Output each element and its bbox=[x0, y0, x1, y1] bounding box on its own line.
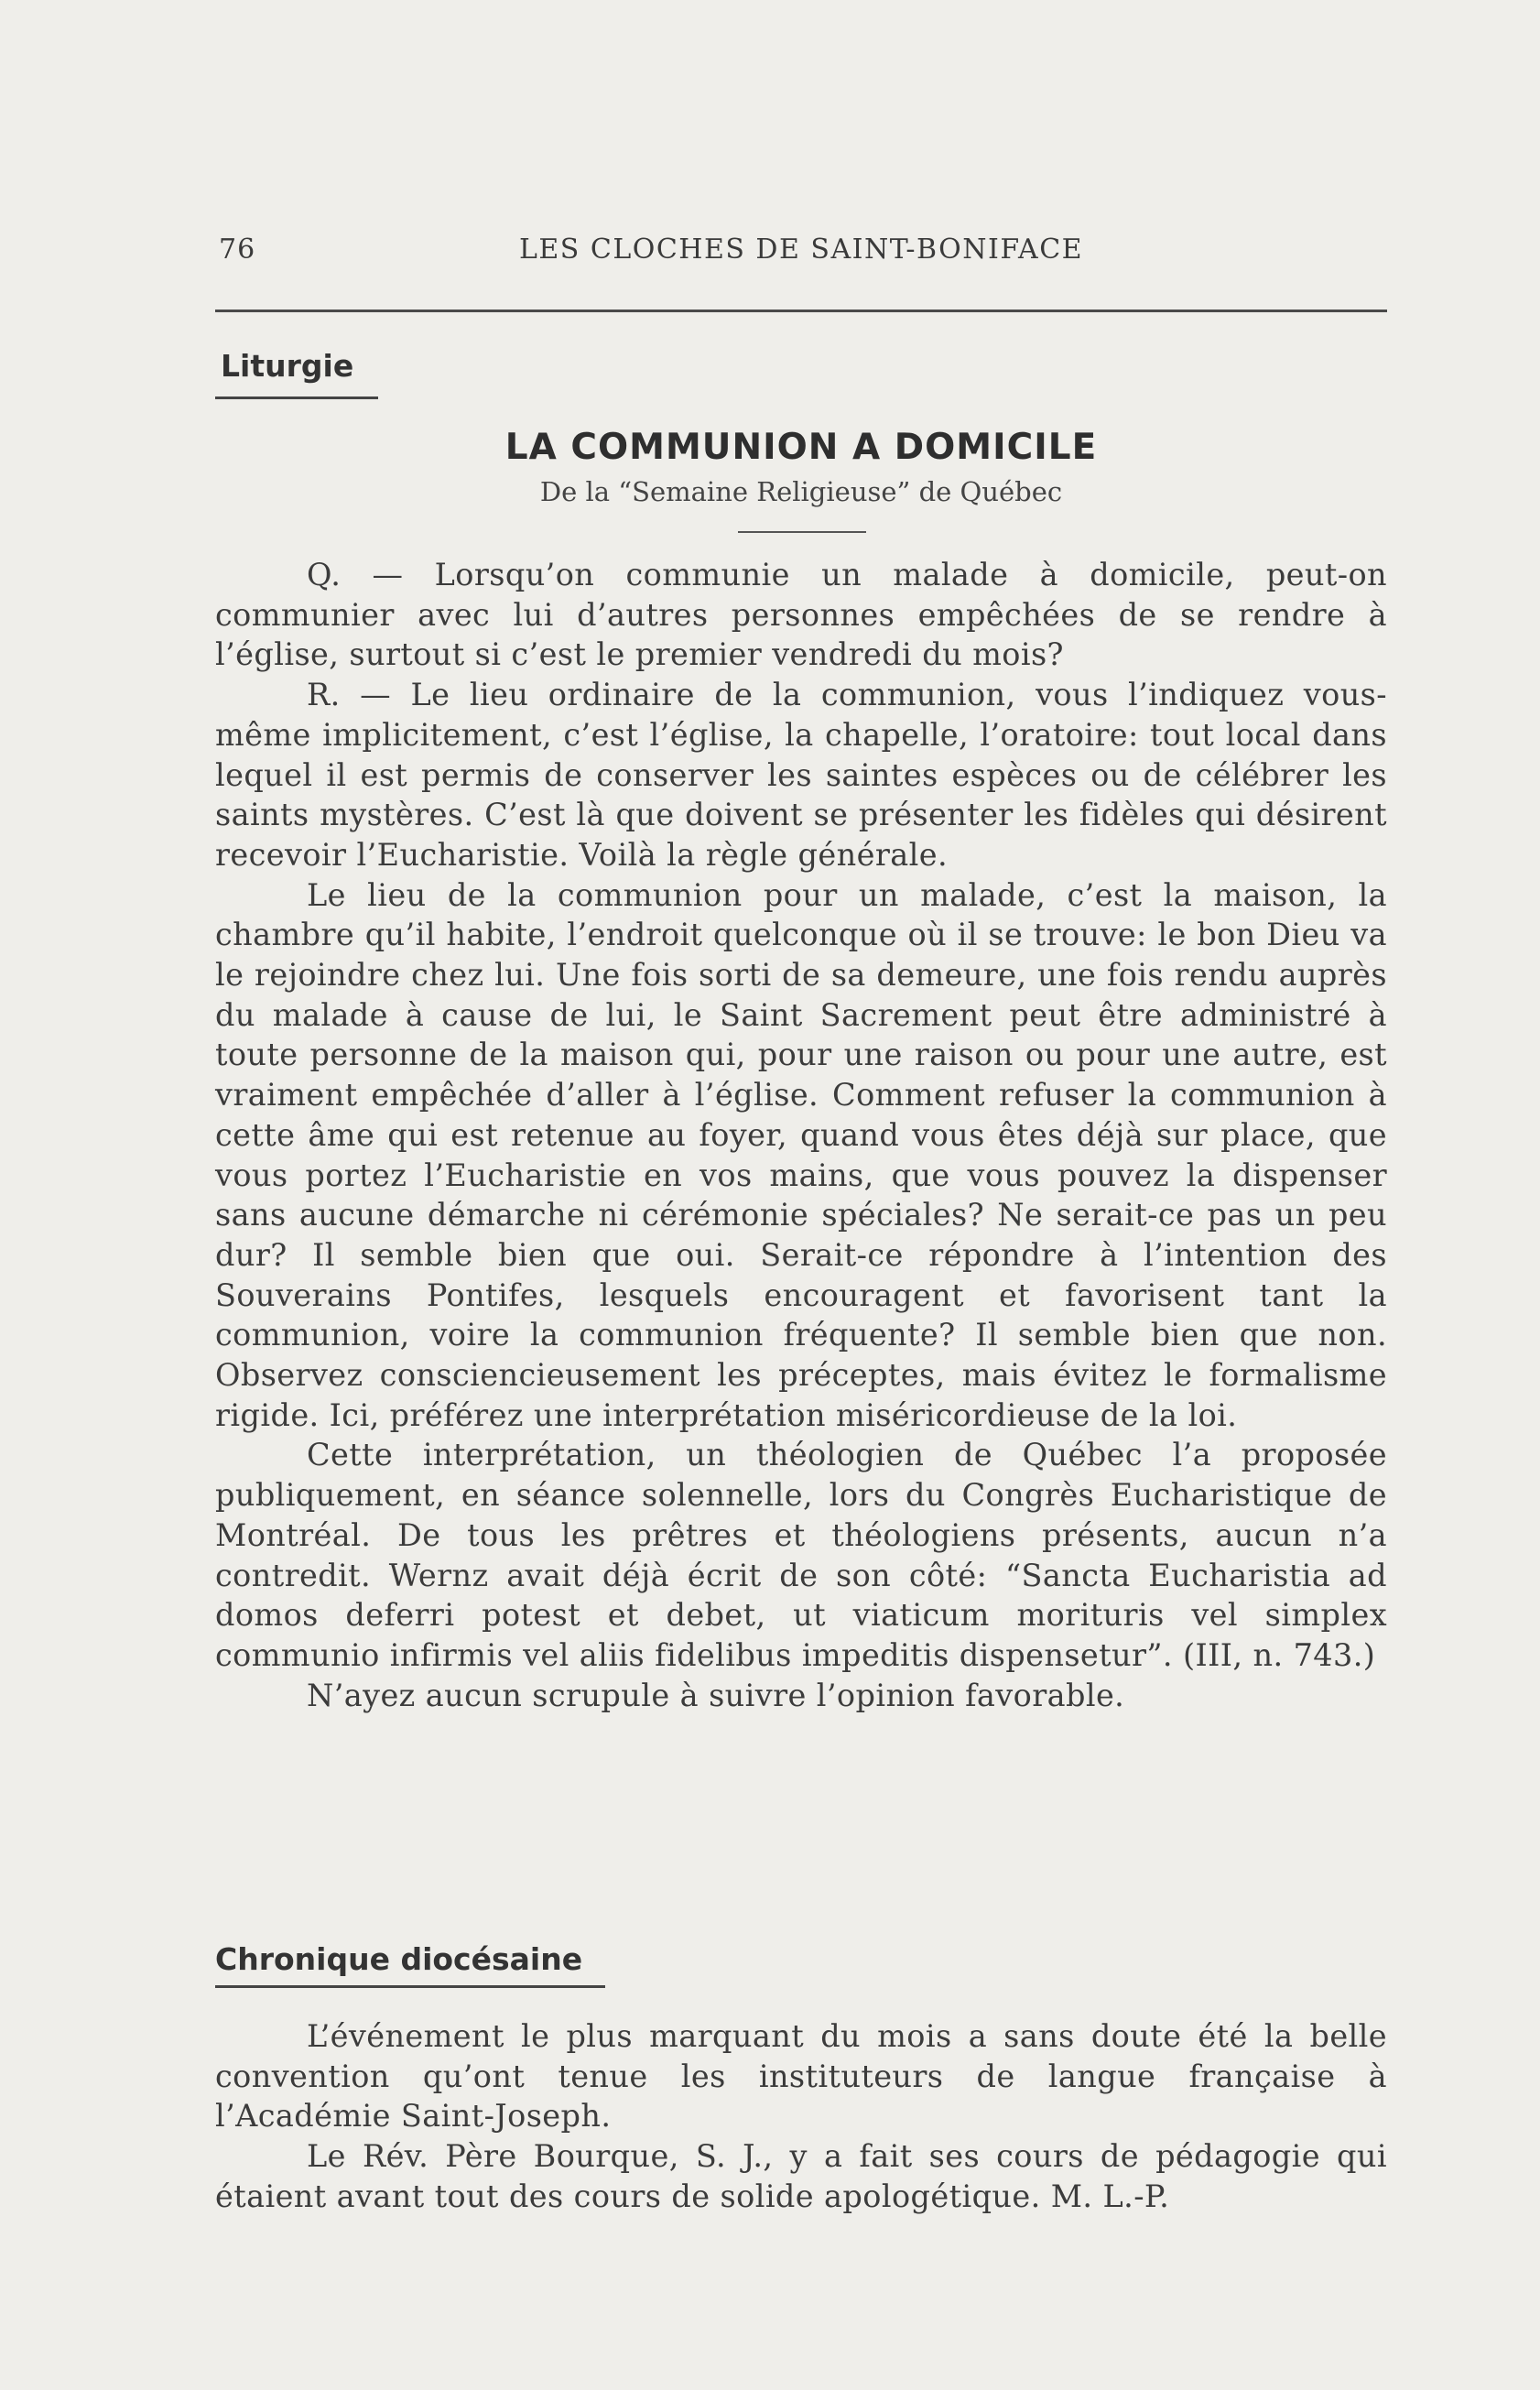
section-label-chronique: Chronique diocésaine bbox=[215, 1941, 583, 1977]
article-title: LA COMMUNION A DOMICILE bbox=[504, 427, 1098, 468]
page-number: 76 bbox=[219, 234, 256, 266]
chronique-body bbox=[215, 2016, 1387, 2217]
title-divider bbox=[738, 531, 866, 533]
paragraph-question: Q. — Lorsqu’on communie un malade à domicile, peut-on communier avec lui d’autres personnes empêchées de se rendre à l’église, surtout si c’est le premier vendredi du mois? bbox=[215, 557, 1387, 673]
paragraph-answer: R. — Le lieu ordinaire de la communion, vous l’indiquez vous-même implicitement, c’est l’église, la chapelle, l’oratoire: tout local dans lequel il est permis de conserver les saintes espèces ou de célébrer les saints mystères. C’est là que doivent se présenter les fidèles qui désirent recevoir l’Eucharistie. Voilà la règle générale. bbox=[215, 677, 1387, 873]
running-title: LES CLOCHES DE SAINT-BONIFACE bbox=[518, 234, 1084, 266]
paragraph-conclusion: N’ayez aucun scrupule à suivre l’opinion favorable. bbox=[307, 1677, 1125, 1713]
section-label-liturgie: Liturgie bbox=[221, 348, 354, 384]
section-underline-liturgie bbox=[215, 397, 378, 399]
header-rule bbox=[215, 310, 1387, 312]
paragraph-interpretation: Cette interprétation, un théologien de Québec l’a proposée publiquement, en séance solennelle, lors du Congrès Eucharistique de Montréal. De tous les prêtres et théologiens présents, aucun n’a contredit. Wernz avait déjà écrit de son côté: “Sancta Eucharistia ad domos deferri potest et debet, ut viaticum morituris vel simplex communio infirmis vel aliis fidelibus impeditis dispensetur”. (III, n. 743.) bbox=[215, 1437, 1387, 1673]
paragraph-sick-room: Le lieu de la communion pour un malade, c’est la maison, la chambre qu’il habite, l’endroit quelconque où il se trouve: le bon Dieu va le rejoindre chez lui. Une fois sorti de sa demeure, une fois rendu auprès du malade à cause de lui, le Saint Sacrement peut être administré à toute personne de la maison qui, pour une raison ou pour une autre, est vraiment empêchée d’aller à l’église. Comment refuser la communion à cette âme qui est retenue au foyer, quand vous êtes déjà sur place, que vous portez l’Eucharistie en vos mains, que vous pouvez la dispenser sans aucune démarche ni cérémonie spéciales? Ne serait-ce pas un peu dur? Il semble bien que oui. Serait-ce répondre à l’intention des Souverains Pontifes, lesquels encouragent et favorisent tant la communion, voire la communion fréquente? Il semble bien que non. Observez consciencieusement les préceptes, mais évitez le formalisme rigide. Ici, préférez une interprétation miséricordieuse de la loi. bbox=[215, 876, 1387, 1433]
page-header bbox=[215, 234, 1387, 270]
article-source: De la “Semaine Religieuse” de Québec bbox=[539, 476, 1063, 507]
paragraph-convention: L’événement le plus marquant du mois a sans doute été la belle convention qu’ont tenue les instituteurs de langue française à l’Académie Saint-Joseph. bbox=[215, 2018, 1387, 2135]
article-body bbox=[215, 555, 1387, 1715]
section-underline-chronique bbox=[215, 1985, 605, 1988]
paragraph-bourque: Le Rév. Père Bourque, S. J., y a fait ses cours de pédagogie qui étaient avant tout des cours de solide apologétique. M. L.-P. bbox=[215, 2138, 1387, 2214]
